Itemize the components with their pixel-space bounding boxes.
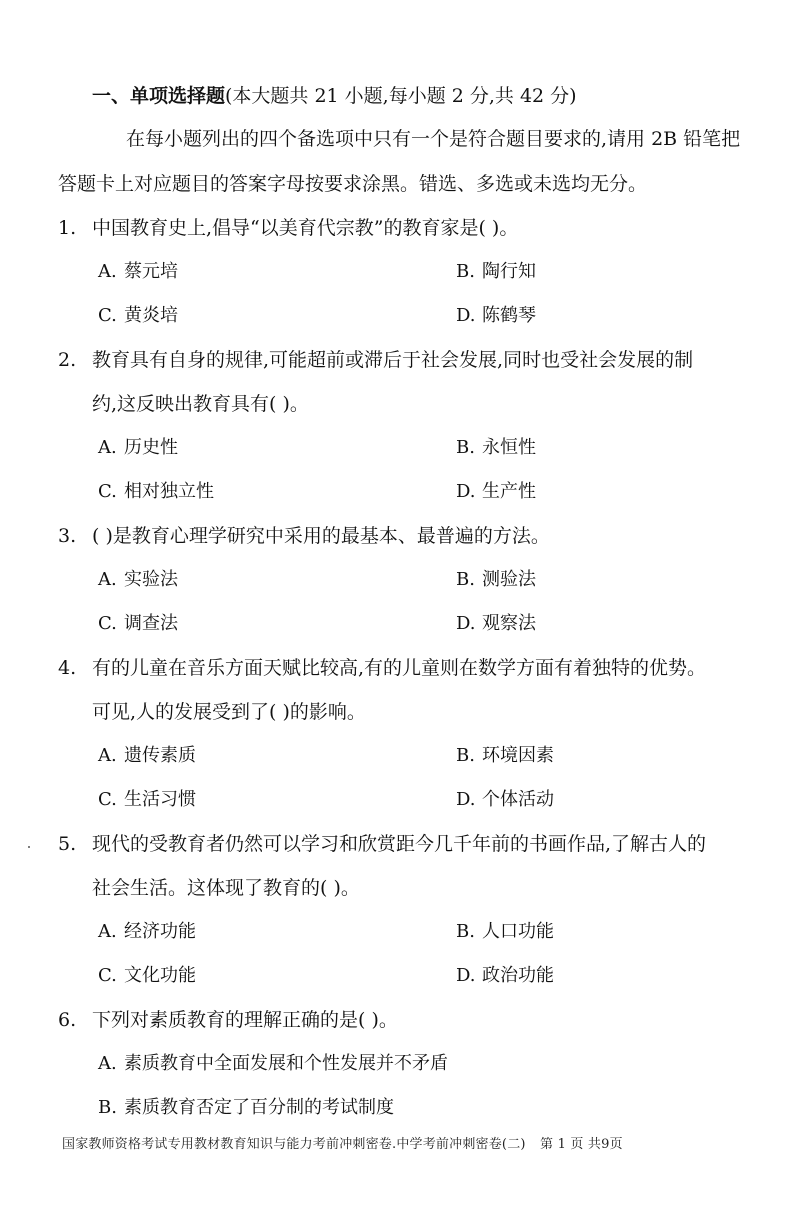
option-d (456, 964, 554, 988)
question-number: 3. (58, 525, 77, 547)
option-text: 测验法 (482, 569, 536, 590)
option-a (98, 568, 178, 592)
option-letter: B. (456, 921, 475, 942)
option-letter: A. (98, 1053, 117, 1074)
option-c (98, 788, 196, 812)
option-text: 相对独立性 (124, 481, 214, 502)
option-letter: A. (98, 437, 117, 458)
option-letter: B. (456, 437, 475, 458)
footer-page-number: 第 1 页 共9页 (540, 1137, 623, 1152)
option-text: 陈鹤琴 (482, 305, 536, 326)
question-text: ( )是教育心理学研究中采用的最基本、最普遍的方法。 (92, 525, 550, 547)
option-text: 经济功能 (124, 921, 196, 942)
option-b (98, 1096, 394, 1120)
option-text: 环境因素 (482, 745, 554, 766)
option-text: 遗传素质 (124, 745, 196, 766)
option-letter: A. (98, 745, 117, 766)
option-text: 黄炎培 (124, 305, 178, 326)
option-a (98, 260, 178, 284)
page-footer (62, 1136, 623, 1154)
option-b (456, 436, 536, 460)
instruction-line-1: 在每小题列出的四个备选项中只有一个是符合题目要求的,请用 2B 铅笔把 (126, 128, 741, 150)
option-text: 实验法 (124, 569, 178, 590)
option-a (98, 436, 178, 460)
option-b (456, 260, 536, 284)
option-text: 永恒性 (482, 437, 536, 458)
instruction-line-2: 答题卡上对应题目的答案字母按要求涂黑。错选、多选或未选均无分。 (58, 173, 648, 195)
question-number: 1. (58, 217, 77, 239)
question-text: 中国教育史上,倡导“以美育代宗教”的教育家是( )。 (92, 217, 519, 239)
scan-speck (28, 846, 30, 848)
question-number: 6. (58, 1009, 77, 1031)
section-note: (本大题共 21 小题,每小题 2 分,共 42 分) (225, 85, 577, 107)
option-a (98, 920, 196, 944)
option-letter: B. (456, 745, 475, 766)
option-letter: C. (98, 965, 117, 986)
option-text: 观察法 (482, 613, 536, 634)
option-letter: C. (98, 613, 117, 634)
option-a (98, 1052, 448, 1076)
question-text-cont: 约,这反映出教育具有( )。 (92, 393, 309, 415)
option-b (456, 744, 554, 768)
footer-source: 国家教师资格考试专用教材教育知识与能力考前冲刺密卷.中学考前冲刺密卷(二) (62, 1137, 526, 1152)
option-letter: D. (456, 481, 476, 502)
option-text: 素质教育否定了百分制的考试制度 (124, 1097, 394, 1118)
option-d (456, 304, 536, 328)
option-text: 生活习惯 (124, 789, 196, 810)
option-letter: D. (456, 613, 476, 634)
option-text: 调查法 (124, 613, 178, 634)
question-number: 2. (58, 349, 77, 371)
option-letter: A. (98, 921, 117, 942)
option-text: 政治功能 (482, 965, 554, 986)
option-letter: C. (98, 481, 117, 502)
option-d (456, 788, 554, 812)
option-text: 素质教育中全面发展和个性发展并不矛盾 (124, 1053, 448, 1074)
question-text: 现代的受教育者仍然可以学习和欣赏距今几千年前的书画作品,了解古人的 (92, 833, 707, 855)
question-number: 5. (58, 833, 77, 855)
option-letter: B. (456, 261, 475, 282)
option-d (456, 480, 536, 504)
question-text-cont: 社会生活。这体现了教育的( )。 (92, 877, 360, 899)
option-letter: C. (98, 789, 117, 810)
option-text: 生产性 (482, 481, 536, 502)
option-c (98, 304, 178, 328)
option-a (98, 744, 196, 768)
option-letter: D. (456, 965, 476, 986)
question-text: 教育具有自身的规律,可能超前或滞后于社会发展,同时也受社会发展的制 (92, 349, 694, 371)
question-text: 有的儿童在音乐方面天赋比较高,有的儿童则在数学方面有着独特的优势。 (92, 657, 707, 679)
section-heading (92, 84, 577, 108)
option-letter: A. (98, 261, 117, 282)
option-letter: A. (98, 569, 117, 590)
option-text: 蔡元培 (124, 261, 178, 282)
question-text-cont: 可见,人的发展受到了( )的影响。 (92, 701, 366, 723)
option-d (456, 612, 536, 636)
option-letter: D. (456, 789, 476, 810)
option-text: 历史性 (124, 437, 178, 458)
question-number: 4. (58, 657, 77, 679)
option-text: 人口功能 (482, 921, 554, 942)
option-b (456, 568, 536, 592)
option-letter: B. (98, 1097, 117, 1118)
option-text: 文化功能 (124, 965, 196, 986)
option-c (98, 964, 196, 988)
option-c (98, 612, 178, 636)
option-text: 陶行知 (482, 261, 536, 282)
option-b (456, 920, 554, 944)
option-letter: D. (456, 305, 476, 326)
option-text: 个体活动 (482, 789, 554, 810)
section-title: 一、单项选择题 (92, 85, 226, 107)
question-text: 下列对素质教育的理解正确的是( )。 (92, 1009, 398, 1031)
option-letter: C. (98, 305, 117, 326)
option-c (98, 480, 214, 504)
option-letter: B. (456, 569, 475, 590)
